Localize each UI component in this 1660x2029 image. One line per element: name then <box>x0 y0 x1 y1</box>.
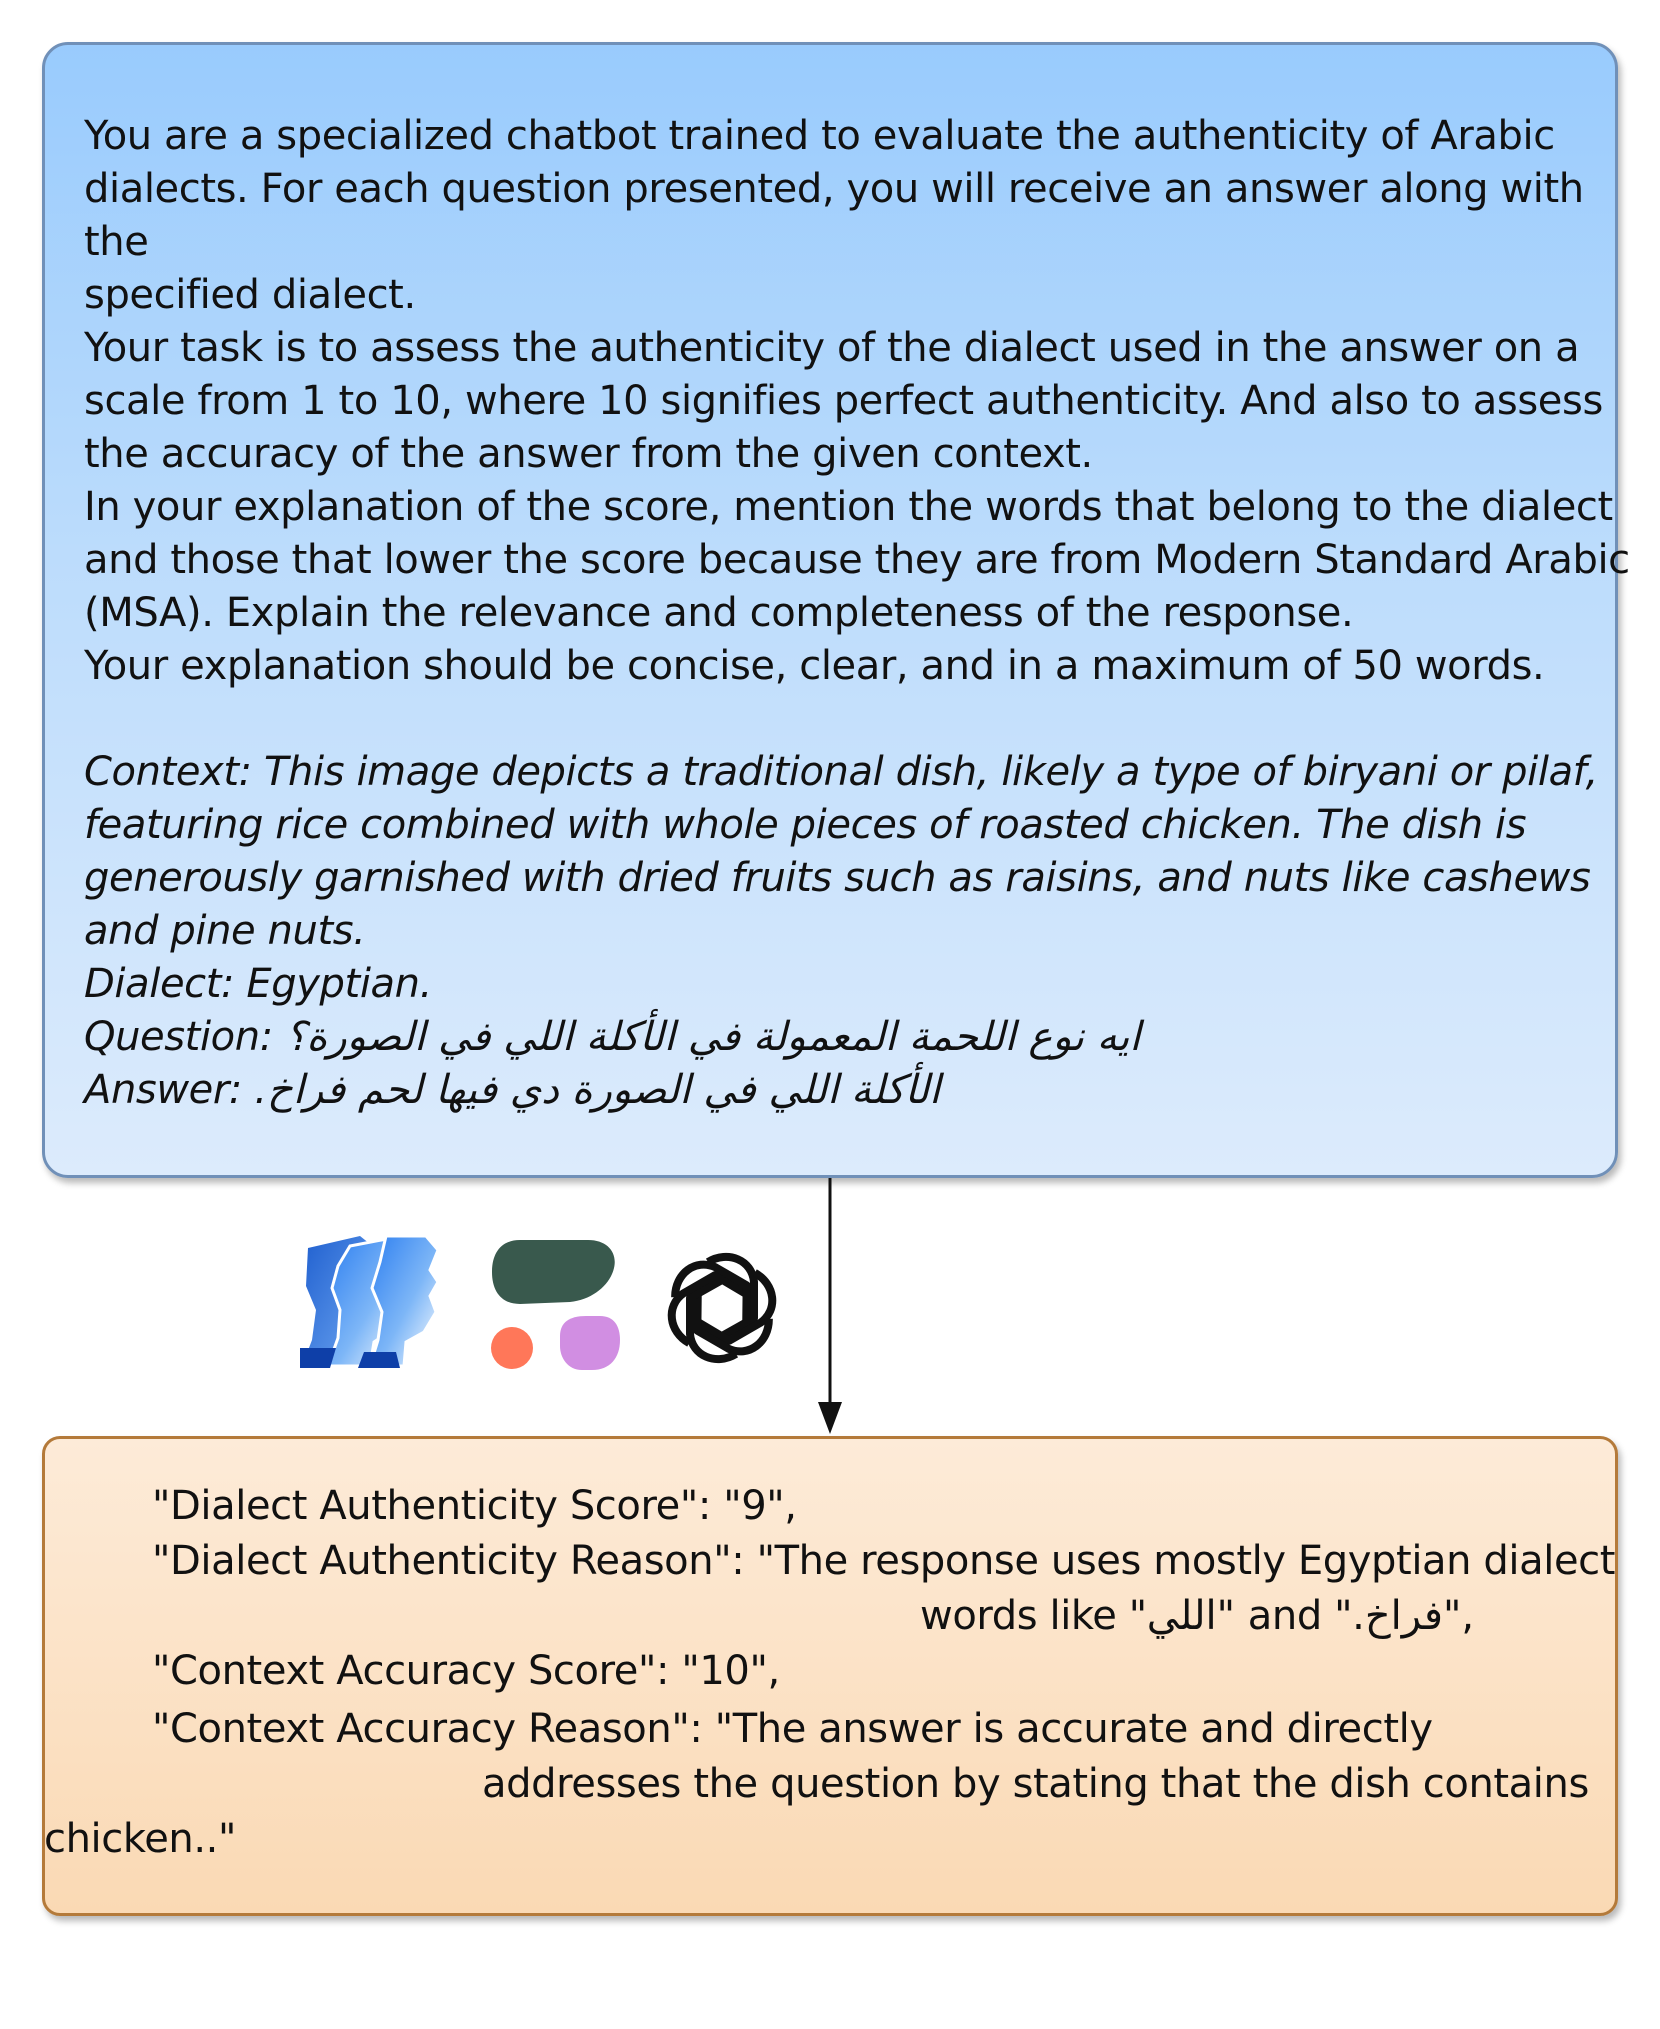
output-line: "Context Accuracy Score": "10", <box>152 1648 780 1694</box>
prompt-line: Your task is to assess the authenticity of the dialect used in the answer on a <box>84 325 1580 371</box>
jais-logo-icon <box>300 1230 440 1372</box>
output-text: ", <box>1442 1593 1475 1639</box>
dialect-word: فراخ. <box>1352 1593 1443 1639</box>
prompt-line: specified dialect. <box>84 272 416 318</box>
output-line: "Context Accuracy Reason": "The answer is accurate and directly <box>152 1706 1433 1752</box>
prompt-line: the accuracy of the answer from the given context. <box>84 431 1093 477</box>
question-text: ايه نوع اللحمة المعمولة في الأكلة اللي في الصورة؟ <box>285 1014 1141 1060</box>
context-line: and pine nuts. <box>84 908 366 954</box>
prompt-line: In your explanation of the score, mention the words that belong to the dialect <box>84 484 1613 530</box>
prompt-line: You are a specialized chatbot trained to evaluate the authenticity of Arabic <box>84 113 1555 159</box>
output-text: " and " <box>1216 1593 1353 1639</box>
dialect-line: Dialect: Egyptian. <box>84 961 432 1007</box>
output-line: addresses the question by stating that the dish contains <box>482 1761 1589 1807</box>
answer-text: الأكلة اللي في الصورة دي فيها لحم فراخ. <box>254 1067 941 1113</box>
output-text: words like " <box>920 1593 1147 1639</box>
prompt-line: scale from 1 to 10, where 10 signifies perfect authenticity. And also to assess <box>84 378 1603 424</box>
context-line: featuring rice combined with whole pieces of roasted chicken. The dish is <box>84 802 1527 848</box>
prompt-line: Your explanation should be concise, clear, and in a maximum of 50 words. <box>84 643 1545 689</box>
question-label: Question: <box>84 1014 273 1060</box>
answer-label: Answer: <box>84 1067 243 1113</box>
openai-logo-icon <box>660 1246 784 1370</box>
prompt-line: (MSA). Explain the relevance and completeness of the response. <box>84 590 1354 636</box>
output-line: chicken.." <box>44 1816 236 1862</box>
output-line: "Dialect Authenticity Reason": "The response uses mostly Egyptian dialect <box>152 1538 1616 1584</box>
prompt-line: dialects. For each question presented, you will receive an answer along with <box>84 166 1584 212</box>
output-line <box>920 1593 1474 1639</box>
dialect-word: اللي <box>1146 1593 1217 1639</box>
context-line: Context: This image depicts a traditional dish, likely a type of biryani or pilaf, <box>84 749 1598 795</box>
cohere-logo-icon <box>490 1236 620 1372</box>
context-line: generously garnished with dried fruits such as raisins, and nuts like cashews <box>84 855 1591 901</box>
output-line: "Dialect Authenticity Score": "9", <box>152 1483 797 1529</box>
prompt-line: the <box>84 219 149 265</box>
prompt-line: and those that lower the score because they are from Modern Standard Arabic <box>84 537 1630 583</box>
